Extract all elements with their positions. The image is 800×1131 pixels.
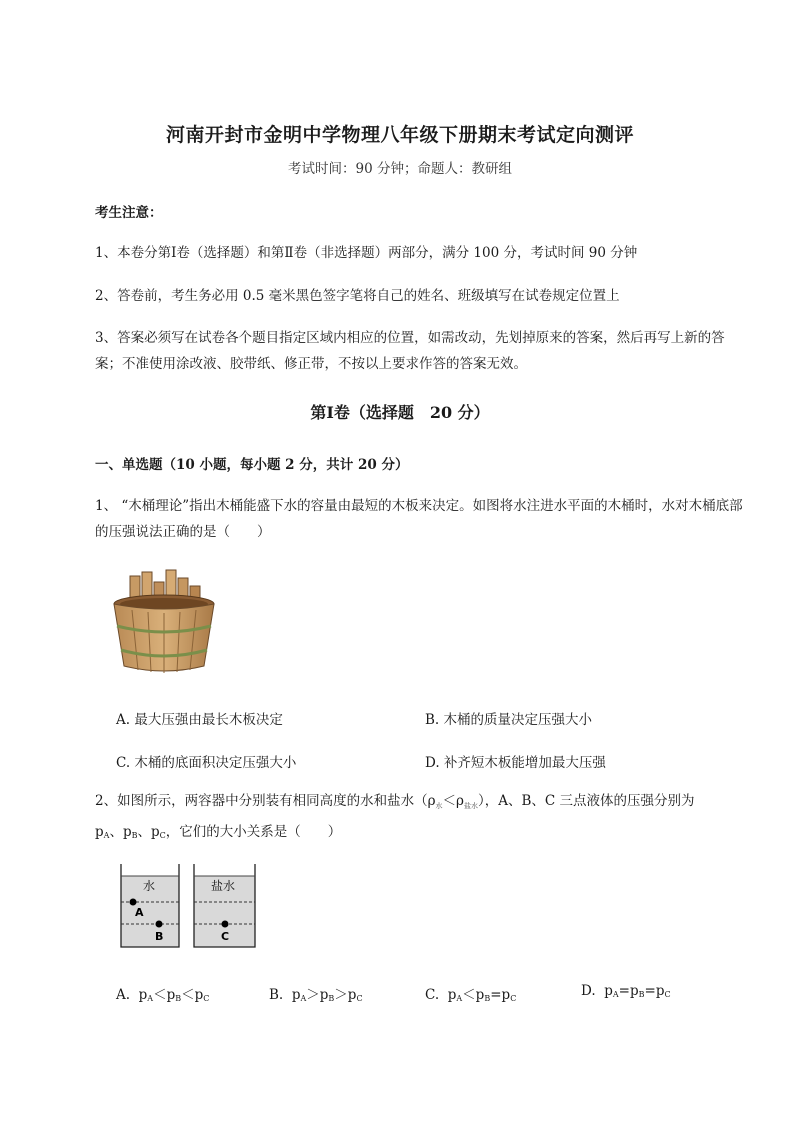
exam-info: 考试时间：90 分钟；命题人：教研组 [288, 161, 512, 177]
question-1-text: 1、 “木桶理论”指出木桶能盛下水的容量由最短的木板来决定。如图将水注进水平面的木桶时，水对木桶底部的压强说法正确的是（ ） [95, 498, 743, 540]
brine-label: 盐水 [211, 879, 236, 893]
point-c-label: C [221, 930, 230, 943]
notice-item-3: 3、答案必须写在试卷各个题目指定区域内相应的位置，如需改动，先划掉原来的答案，然后再写上新的答案；不准使用涂改液、胶带纸、修正带，不按以上要求作答的答案无效。 [95, 330, 725, 372]
point-b-marker [156, 921, 163, 928]
notice-item-1: 1、本卷分第Ⅰ卷（选择题）和第Ⅱ卷（非选择题）两部分，满分 100 分，考试时间 90 分钟 [95, 245, 638, 261]
notice-item-2: 2、答卷前，考生务必用 0.5 毫米黑色签字笔将自己的姓名、班级填写在试卷规定位置上 [95, 288, 620, 304]
section-title: 第Ⅰ卷（选择题 20 分） [310, 403, 490, 422]
water-label: 水 [143, 879, 156, 893]
q1-option-d[interactable]: D. 补齐短木板能增加最大压强 [425, 755, 606, 771]
question-group-heading: 一、单选题（10 小题，每小题 2 分，共计 20 分） [95, 457, 409, 473]
q1-option-a[interactable]: A. 最大压强由最长木板决定 [116, 712, 283, 728]
q2-option-d[interactable]: D. $p_A=p_B=p_C$ [581, 983, 671, 999]
question-2-text: 2、如图所示，两容器中分别装有相同高度的水和盐水$(\rho_水<\rho_{盐水})$，A、B、C 三点液体的压强分别为 $p_A$、$p_B$、$p_C$，它们的大小关系是（ ） [95, 793, 695, 840]
point-a-marker [130, 899, 137, 906]
point-b-label: B [155, 930, 164, 943]
q2-option-b[interactable]: B. $p_A>p_B>p_C$ [269, 987, 363, 1003]
notice-heading: 考生注意： [95, 205, 163, 221]
containers-diagram [115, 862, 265, 952]
page-title: 河南开封市金明中学物理八年级下册期末考试定向测评 [165, 124, 634, 146]
point-a-label: A [135, 906, 144, 919]
point-c-marker [222, 921, 229, 928]
q2-option-a[interactable]: A. $p_A<p_B<p_C$ [116, 987, 210, 1003]
q1-option-c[interactable]: C. 木桶的底面积决定压强大小 [116, 755, 297, 771]
q1-option-b[interactable]: B. 木桶的质量决定压强大小 [425, 712, 593, 728]
q2-option-c[interactable]: C. $p_A<p_B=p_C$ [425, 987, 517, 1003]
wooden-bucket-image [108, 568, 220, 678]
